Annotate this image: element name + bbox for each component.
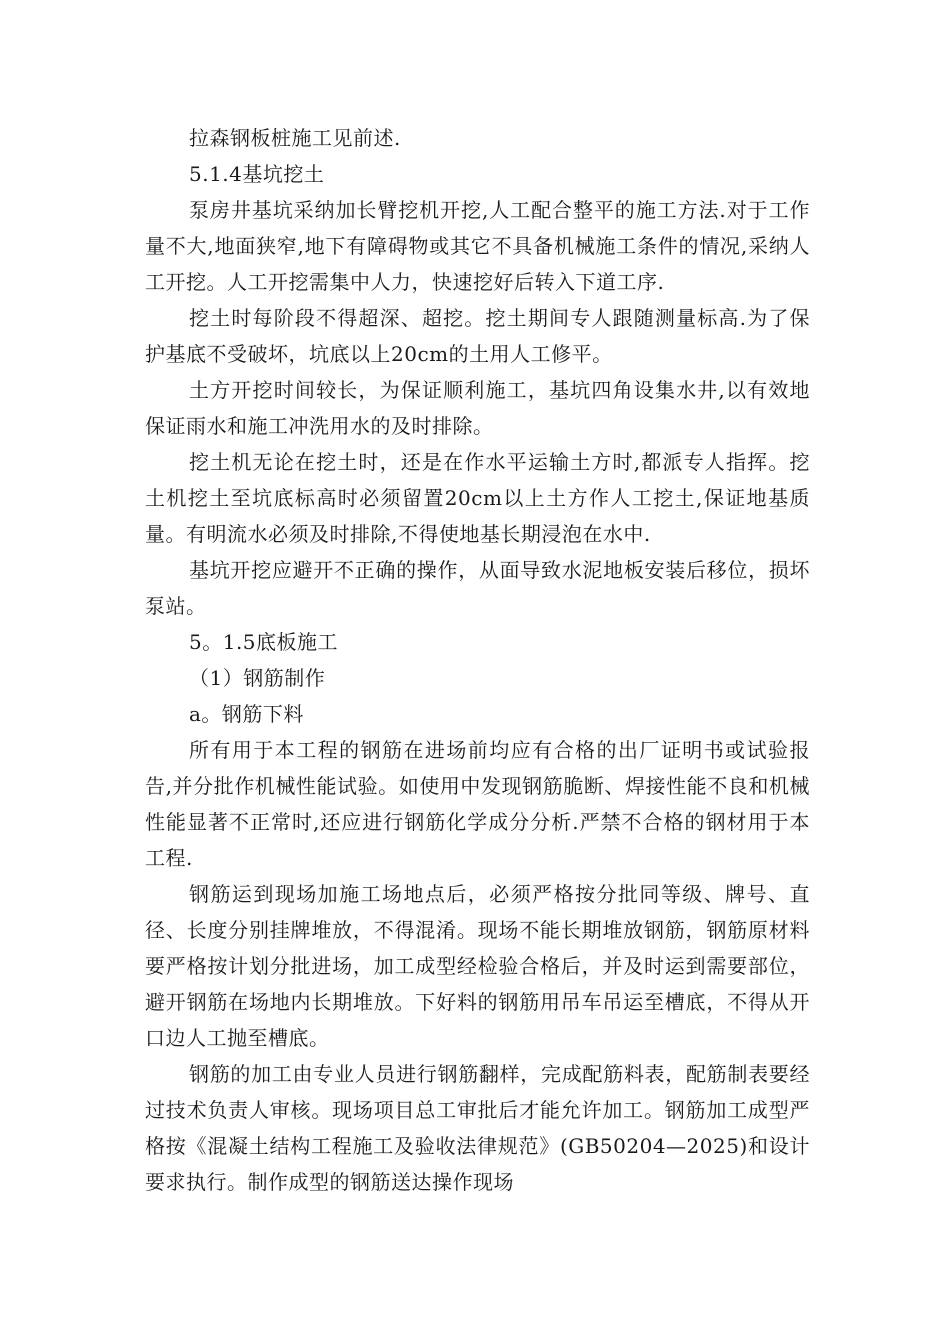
paragraph-rebar-processing: 钢筋的加工由专业人员进行钢筋翻样，完成配筋料表，配筋制表要经过技术负责人审核。现场项目总工审批后才能允许加工。钢筋加工成型严格按《混凝土结构工程施工及验收法律规范》(GB50204—2025)和设计要求执行。制作成型的钢筋送达操作现场: [145, 1062, 810, 1194]
paragraph-larsen-pile-note: 拉森钢板桩施工见前述.: [189, 126, 401, 150]
section-heading-excavation: 5.1.4基坑挖土: [189, 162, 325, 186]
subheading-rebar-fabrication: （1）钢筋制作: [189, 666, 326, 690]
paragraph-excavation-depth: 挖土时每阶段不得超深、超挖。挖土期间专人跟随测量标高.为了保护基底不受破坏，坑底以上20cm的土用人工修平。: [145, 306, 810, 366]
paragraph-excavation-method: 泵房井基坑采纳加长臂挖机开挖,人工配合整平的施工方法.对于工作量不大,地面狭窄,地下有障碍物或其它不具备机械施工条件的情况,采纳人工开挖。人工开挖需集中人力，快速挖好后转入下道工序.: [145, 198, 810, 294]
section-heading-base-slab: 5。1.5底板施工: [189, 630, 339, 654]
document-body: [145, 120, 810, 1200]
subheading-rebar-cutting: a。钢筋下料: [189, 702, 304, 726]
paragraph-drainage-wells: 土方开挖时间较长，为保证顺利施工，基坑四角设集水井,以有效地保证雨水和施工冲洗用水的及时排除。: [145, 378, 810, 438]
paragraph-rebar-storage: 钢筋运到现场加施工场地点后，必须严格按分批同等级、牌号、直径、长度分别挂牌堆放，不得混淆。现场不能长期堆放钢筋，钢筋原材料要严格按计划分批进场，加工成型经检验合格后，并及时运到需要部位，避开钢筋在场地内长期堆放。下好料的钢筋用吊车吊运至槽底，不得从开口边人工抛至槽底。: [145, 882, 810, 1050]
paragraph-avoid-improper-operation: 基坑开挖应避开不正确的操作，从面导致水泥地板安装后移位，损坏泵站。: [145, 558, 810, 618]
paragraph-excavator-command: 挖土机无论在挖土时，还是在作水平运输土方时,都派专人指挥。挖土机挖土至坑底标高时必须留置20cm以上土方作人工挖土,保证地基质量。有明流水必须及时排除,不得使地基长期浸泡在水中.: [145, 450, 810, 546]
paragraph-rebar-certification: 所有用于本工程的钢筋在进场前均应有合格的出厂证明书或试验报告,并分批作机械性能试验。如使用中发现钢筋脆断、焊接性能不良和机械性能显著不正常时,还应进行钢筋化学成分分析.严禁不合格的钢材用于本工程.: [145, 738, 810, 870]
